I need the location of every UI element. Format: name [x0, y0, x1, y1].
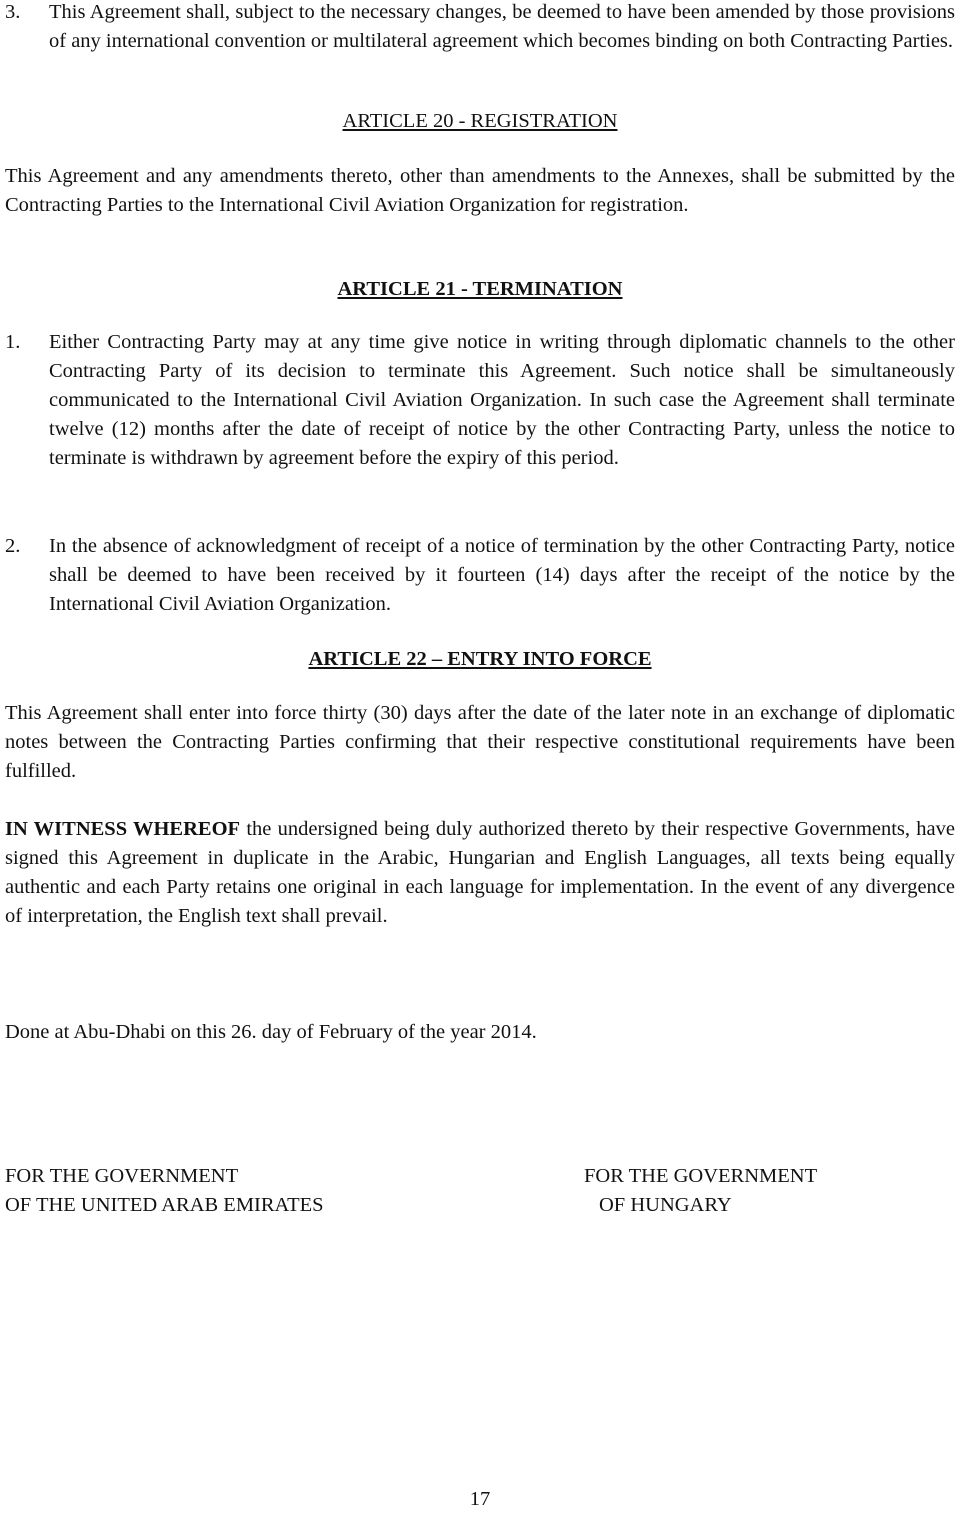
signature-line-2: OF THE UNITED ARAB EMIRATES: [5, 1194, 324, 1216]
witness-text: the undersigned being duly authorized thereto by their respective Governments, have signed this Agreement in duplicate in the Arabic, Hungarian and English Languages, all texts being equally authentic and each Party retains one original in each language for implementation. In the event of any divergence of interpretation, the English text shall prevail.: [5, 818, 955, 927]
witness-lead: IN WITNESS WHEREOF: [5, 818, 241, 840]
item-text: In the absence of acknowledgment of receipt of a notice of termination by the other Contracting Party, notice shall be deemed to have been received by it fourteen (14) days after the receipt of the notice by the International Civil Aviation Organization.: [49, 535, 955, 615]
item-number: 2.: [5, 535, 21, 557]
signature-block-uae: [5, 1162, 324, 1220]
page-number: 17: [469, 1488, 491, 1510]
signature-line-2: OF HUNGARY: [599, 1194, 732, 1216]
article-21-item-1: [5, 328, 955, 473]
article-22-heading: ARTICLE 22 – ENTRY INTO FORCE: [308, 648, 652, 670]
signature-line-1: FOR THE GOVERNMENT: [584, 1165, 818, 1187]
article-21-heading: ARTICLE 21 - TERMINATION: [337, 278, 623, 300]
item-number: 1.: [5, 331, 21, 353]
done-line: Done at Abu-Dhabi on this 26. day of February of the year 2014.: [5, 1021, 537, 1043]
item-text: Either Contracting Party may at any time give notice in writing through diplomatic channels to the other Contracting Party of its decision to terminate this Agreement. Such notice shall be simultaneously communicated to the International Civil Aviation Organization. In such case the Agreement shall terminate twelve (12) months after the date of receipt of notice by the other Contracting Party, unless the notice to terminate is withdrawn by agreement before the expiry of this period.: [49, 331, 955, 469]
article-20-heading: ARTICLE 20 - REGISTRATION: [342, 110, 618, 132]
article-22-text: This Agreement shall enter into force thirty (30) days after the date of the later note in an exchange of diplomatic notes between the Contracting Parties confirming that their respective constitutional requirements have been fulfilled.: [5, 702, 955, 782]
article-20-text: This Agreement and any amendments thereto, other than amendments to the Annexes, shall be submitted by the Contracting Parties to the International Civil Aviation Organization for registration.: [5, 165, 955, 216]
signature-line-1: FOR THE GOVERNMENT: [5, 1165, 239, 1187]
item-3: [5, 0, 955, 56]
article-21-item-2: [5, 532, 955, 619]
witness-paragraph: [5, 815, 955, 931]
signature-block-hungary: [584, 1162, 817, 1220]
item-number: 3.: [5, 1, 21, 23]
item-text: This Agreement shall, subject to the necessary changes, be deemed to have been amended by those provisions of any international convention or multilateral agreement which becomes binding on both Contracting Parties.: [49, 1, 955, 52]
